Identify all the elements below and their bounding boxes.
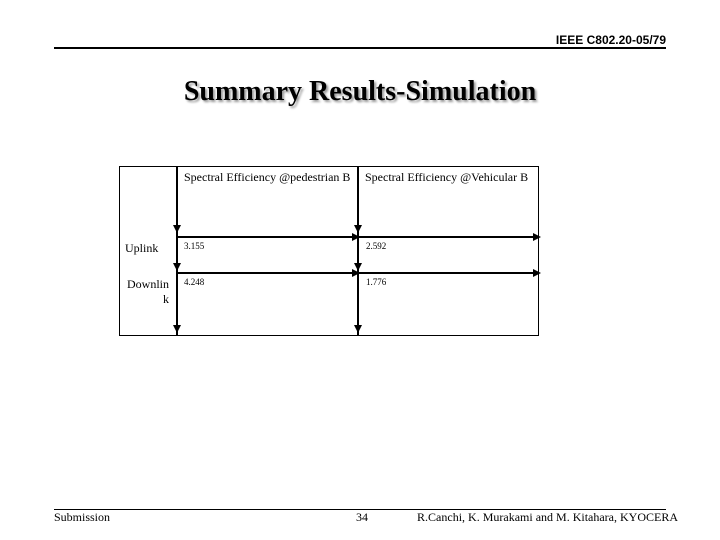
- column-header-pedestrian: Spectral Efficiency @pedestrian B: [184, 170, 351, 184]
- arrow-down-icon: [173, 325, 181, 333]
- results-table: [119, 166, 539, 336]
- column-header-vehicular: Spectral Efficiency @Vehicular B: [365, 170, 529, 184]
- arrow-down-icon: [354, 325, 362, 333]
- arrow-right-icon: [533, 233, 541, 241]
- header-rule: [54, 47, 666, 49]
- arrow-down-icon: [173, 263, 181, 271]
- row-label-uplink: Uplink: [125, 241, 159, 255]
- footer-authors: R.Canchi, K. Murakami and M. Kitahara, KYOCERA: [417, 510, 678, 524]
- cell-uplink-pedestrian: 3.155: [184, 241, 205, 251]
- arrow-down-icon: [354, 225, 362, 233]
- arrow-right-icon: [533, 269, 541, 277]
- arrow-down-icon: [173, 225, 181, 233]
- footer-submission: Submission: [54, 510, 111, 524]
- cell-downlink-vehicular: 1.776: [366, 277, 387, 287]
- document-id: IEEE C802.20-05/79: [555, 33, 666, 47]
- row-label-downlink: Downlin k: [127, 277, 169, 306]
- page-number: 34: [356, 510, 368, 524]
- table-column-divider: [357, 166, 359, 336]
- slide-title: Summary Results-Simulation: [183, 76, 537, 107]
- cell-uplink-vehicular: 2.592: [366, 241, 387, 251]
- arrow-right-icon: [352, 233, 360, 241]
- arrow-right-icon: [352, 269, 360, 277]
- cell-downlink-pedestrian: 4.248: [184, 277, 205, 287]
- table-column-divider: [176, 166, 178, 336]
